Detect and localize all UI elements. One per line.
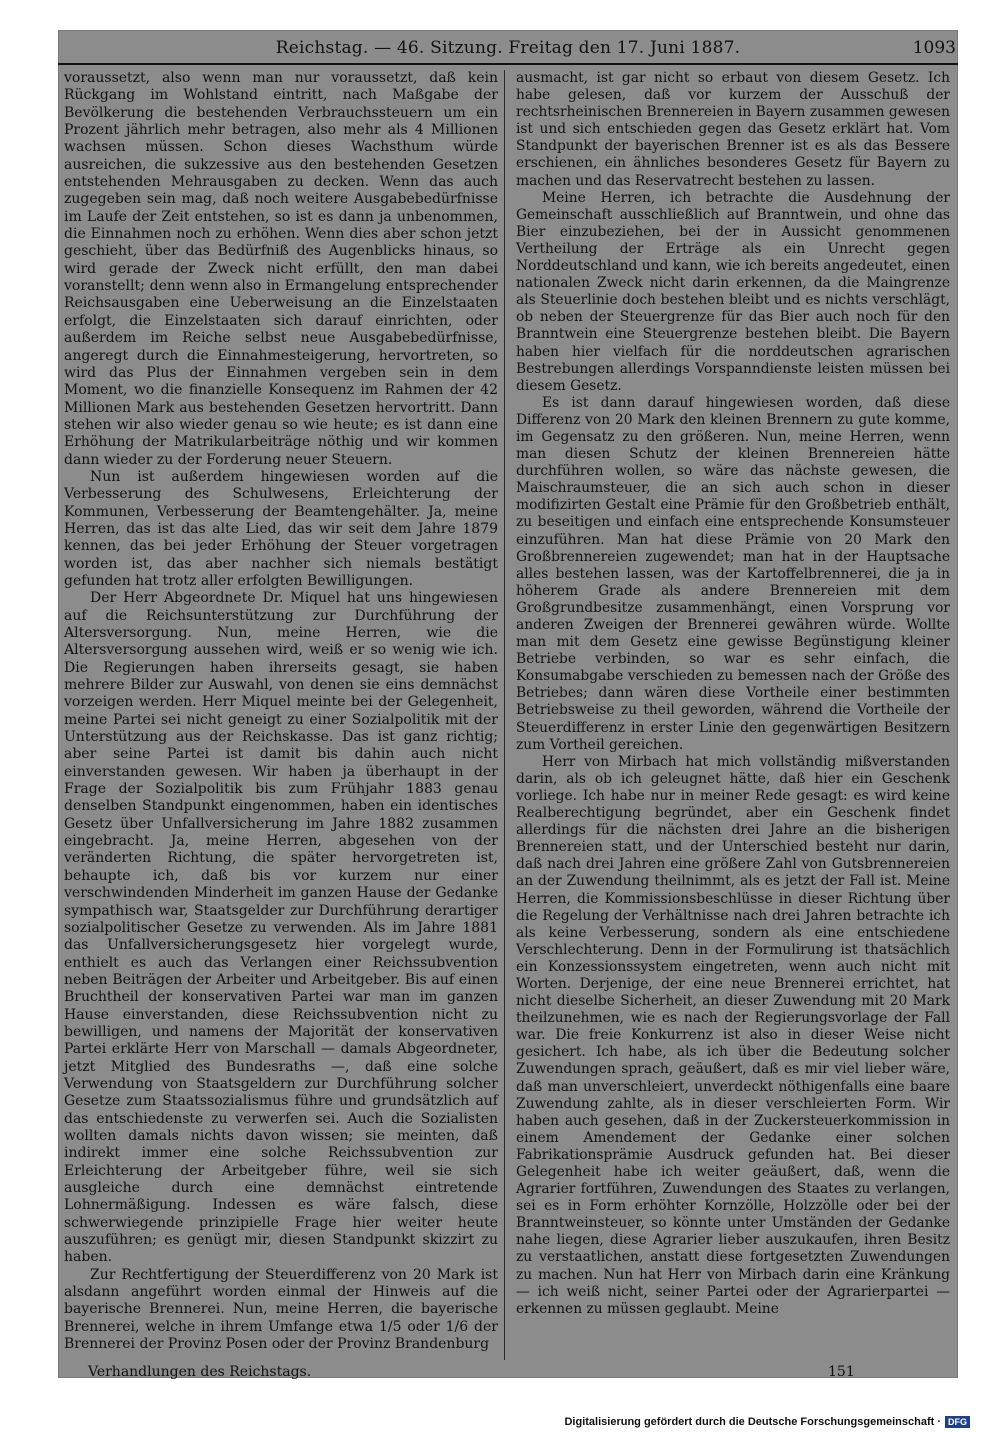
paragraph: Herr von Mirbach hat mich vollständig mißverstanden darin, als ob ich geleugnet hätte, daß hier ein Geschenk vorliege. Ich habe nur in meiner Rede gesagt: es wird keine Realberechtigung begründet, aber ein Geschenk findet allerdings für die nächsten drei Jahre an die bisherigen Brennereien statt, und der Unterschied besteht nur darin, daß nach drei Jahren eine größere Zahl von Gutsbrennereien an der Zuwendung theilnimmt, als es jetzt der Fall ist. Meine Herren, die Kommissionsbeschlüsse in dieser Richtung über die Regelung der Verhältnisse nach drei Jahren betrachte ich als keine Verbesserung, sondern als eine entschiedene Verschlechterung. Denn in der Formulirung ist thatsächlich ein Konzessionssystem eingetreten, wenn auch nicht mit Worten. Derjenige, der eine neue Brennerei errichtet, hat nicht dieselbe Sicherheit, an dieser Zuwendung mit 20 Mark theilzunehmen, wie es nach der Regierungsvorlage der Fall war. Die freie Konkurrenz ist also in dieser Weise nicht gesichert. Ich habe, als ich über die Bedeutung solcher Zuwendungen sprach, geäußert, daß es mir viel lieber wäre, daß man unverschleiert, unverdeckt nöthigenfalls eine baare Zuwendung zahlte, als in dieser verschleierten Form. Wir haben auch gesehen, daß in der Zuckersteuerkommission in einem Amendement der Gedanke einer solchen Fabrikationsprämie Ausdruck gefunden hat. Bei dieser Gelegenheit habe ich weiter geäußert, daß, wenn die Agrarier fortführen, Zuwendungen des Staates zu verlangen, sei es in Form erhöhter Kornzölle, Holzzölle oder bei der Branntweinsteuer, so könnte unter Umständen der Gedanke nahe liegen, diese Agrarier lieber auszukaufen, ihren Besitz zu verstaatlichen, anstatt diese fortgesetzten Zuwendungen zu machen. Nun hat Herr von Mirbach darin eine Kränkung — ich weiß nicht, seiner Partei oder der Agrarierpartei — erkennen zu müssen geglaubt. Meine (516, 753, 950, 1317)
paragraph: Nun ist außerdem hingewiesen worden auf die Verbesserung des Schulwesens, Erleichterung der Kommunen, Verbesserung der Beamtengehälter. Ja, meine Herren, das ist das alte Lied, das wir seit dem Jahre 1879 kennen, das bei jeder Erhöhung der Steuer vorgetragen worden ist, das aber nachher sich niemals bestätigt gefunden hat trotz aller erfolgten Bewilligungen. (64, 468, 498, 589)
credit-text: Digitalisierung gefördert durch die Deutsche Forschungsgemeinschaft · (564, 1416, 941, 1428)
footer-source: Verhandlungen des Reichstags. (88, 1364, 312, 1380)
paragraph: Es ist dann darauf hingewiesen worden, daß diese Differenz von 20 Mark den kleinen Brennern zu gute komme, im Gegensatz zu den größeren. Nun, meine Herren, wenn man diesen Schutz der kleinen Brennereien hätte durchführen wollen, so wäre das nächste gewesen, die Maischraumsteuer, die an sich auch schon in dieser modifizirten Gestalt eine Prämie für den Großbetrieb enthält, zu beseitigen und einfach eine entsprechende Konsumsteuer einzuführen. Man hat diese Prämie von 20 Mark den Großbrennereien zugewendet; man hat in der Hauptsache alles bestehen lassen, was der Kartoffelbrennerei, die ja in höherem Grade als andere Brennereien mit dem Großgrundbesitze zusammenhängt, einen Vorsprung vor anderen Zweigen der Brennerei gewähren würde. Wollte man mit dem Gesetz eine gewisse Begünstigung kleiner Betriebe verbinden, so war es sehr einfach, die Konsumabgabe verschieden zu bemessen nach der Größe des Betriebes; dann wären diese Vortheile einer bestimmten Betriebsweise zu theil geworden, während die Vortheile der Steuerdifferenz in erster Linie den gegenwärtigen Besitzern zum Vortheil gereichen. (516, 394, 950, 753)
paragraph: Der Herr Abgeordnete Dr. Miquel hat uns hingewiesen auf die Reichsunterstützung zur Durchführung der Altersversorgung. Nun, meine Herren, wie die Altersversorgung aussehen wird, weiß er so wenig wie ich. Die Regierungen haben ihrerseits gesagt, sie haben mehrere Bilder zur Auswahl, von denen sie eins demnächst vorzeigen werden. Herr Miquel meinte bei der Gelegenheit, meine Partei sei nicht geneigt zu einer Sozialpolitik mit der Unterstützung aus der Reichskasse. Das ist ganz richtig; aber seine Partei ist damit bis dahin auch nicht einverstanden gewesen. Wir haben ja überhaupt in der Frage der Sozialpolitik bis zum Frühjahr 1883 genau denselben Standpunkt eingenommen, haben ein identisches Gesetz über Unfallversicherung im Jahre 1882 zusammen eingebracht. Ja, meine Herren, abgesehen von der veränderten Richtung, die später hervorgetreten ist, behaupte ich, daß bis vor kurzem nur einer verschwindenden Minderheit im ganzen Hause der Gedanke sympathisch war, Staatsgelder zur Durchführung derartiger sozialpolitischer Gesetze zu verwenden. Als im Jahre 1881 das Unfallversicherungsgesetz hier vorgelegt wurde, enthielt es auch das Verlangen einer Reichssubvention neben Beiträgen der Arbeiter und Arbeitgeber. Bis auf einen Bruchtheil der konservativen Partei war man im ganzen Hause einverstanden, diese Reichssubvention nicht zu bewilligen, und namens der Majorität der konservativen Partei erklärte Herr von Marschall — damals Abgeordneter, jetzt Mitglied des Bundesraths —, daß eine solche Verwendung von Staatsgeldern zur Durchführung solcher Gesetze zum Staatssozialismus führe und grundsätzlich auf das entschiedenste zu verwerfen sei. Auch die Sozialisten wollten damals nichts davon wissen; sie meinten, daß indirekt immer eine solche Reichssubvention zur Erleichterung der Arbeitgeber führe, weil sie sich ausgleiche durch eine demnächst eintretende Lohnermäßigung. Indessen es wäre falsch, diese schwerwiegende prinzipielle Frage hier weiter heute auszuführen; es genügt mir, diesen Standpunkt skizzirt zu haben. (64, 590, 498, 1266)
footer-signature: 151 (828, 1364, 855, 1380)
right-column (516, 70, 950, 1318)
left-column (64, 70, 498, 1353)
paragraph: voraussetzt, also wenn man nur voraussetzt, daß kein Rückgang im Wohlstand eintritt, nach Maßgabe der Bevölkerung die bestehenden Verbrauchssteuern um ein Prozent jährlich mehr betragen, also mehr als 4 Millionen wachsen müssen. Schon dieses Wachsthum würde ausreichen, die sukzessive aus den bestehenden Gesetzen entstehenden Mehrausgaben zu decken. Wenn das auch zugegeben sein mag, daß noch weitere Ausgabebedürfnisse im Laufe der Zeit entstehen, so ist es dann ja unbenommen, die Einnahmen noch zu erhöhen. Wenn dies aber schon jetzt geschieht, über das Bedürfniß des Augenblicks hinaus, so wird gerade der Zweck nicht erfüllt, den man dabei voranstellt; denn wenn also in Ermangelung entsprechender Reichsausgaben eine Ueberweisung an die Einzelstaaten erfolgt, die Einzelstaaten sich darauf einrichten, oder außerdem im Reiche selbst neue Ausgabebedürfnisse, angeregt durch die Einnahmesteigerung, hervortreten, so wird das Plus der Einnahmen vergeben sein in dem Moment, wo die finanzielle Konsequenz im Rahmen der 42 Millionen Mark aus bestehenden Gesetzen hervortritt. Dann stehen wir also wieder genau so wie heute; es ist dann eine Erhöhung der Matrikularbeiträge nöthig und wir kommen dann wieder zu der Forderung neuer Steuern. (64, 70, 498, 468)
page-scan (58, 30, 958, 1378)
column-divider (504, 70, 505, 1360)
running-header (58, 36, 958, 60)
header-title: Reichstag. — 46. Sitzung. Freitag den 17. Juni 1887. (275, 38, 741, 58)
page-number: 1093 (912, 38, 956, 58)
paragraph: Meine Herren, ich betrachte die Ausdehnung der Gemeinschaft ausschließlich auf Branntwein, und ohne das Bier einzubeziehen, bei der in Aussicht genommenen Vertheilung der Erträge als ein Unrecht gegen Norddeutschland und kann, wie ich bereits angedeutet, einen nationalen Zweck nicht darin erkennen, da die Maingrenze als Steuerlinie doch bestehen bleibt und es nichts verschlägt, ob neben der Steuergrenze für das Bier auch noch für den Branntwein eine Steuergrenze bestehen bleibt. Die Bayern haben hier vielfach für die norddeutschen agrarischen Bestrebungen allerdings Vorspanndienste leisten müssen bei diesem Gesetz. (516, 189, 950, 394)
digitization-credit (564, 1416, 970, 1428)
header-rule (58, 63, 958, 65)
dfg-logo: DFG (945, 1416, 970, 1428)
paragraph: Zur Rechtfertigung der Steuerdifferenz von 20 Mark ist alsdann angeführt worden einmal der Hinweis auf die bayerische Brennerei. Nun, meine Herren, die bayerische Brennerei, welche in ihrem Umfange etwa 1/5 oder 1/6 der Brennerei der Provinz Posen oder der Provinz Brandenburg (64, 1266, 498, 1353)
paragraph: ausmacht, ist gar nicht so erbaut von diesem Gesetz. Ich habe gelesen, daß vor kurzem der Ausschuß der rechtsrheinischen Brennereien in Bayern zusammen gewesen ist und sich entschieden gegen das Gesetz erklärt hat. Vom Standpunkt der bayerischen Brenner ist es als das Bessere erschienen, ein ähnliches besonderes Gesetz für Bayern zu machen und das Reservatrecht bestehen zu lassen. (516, 70, 950, 189)
